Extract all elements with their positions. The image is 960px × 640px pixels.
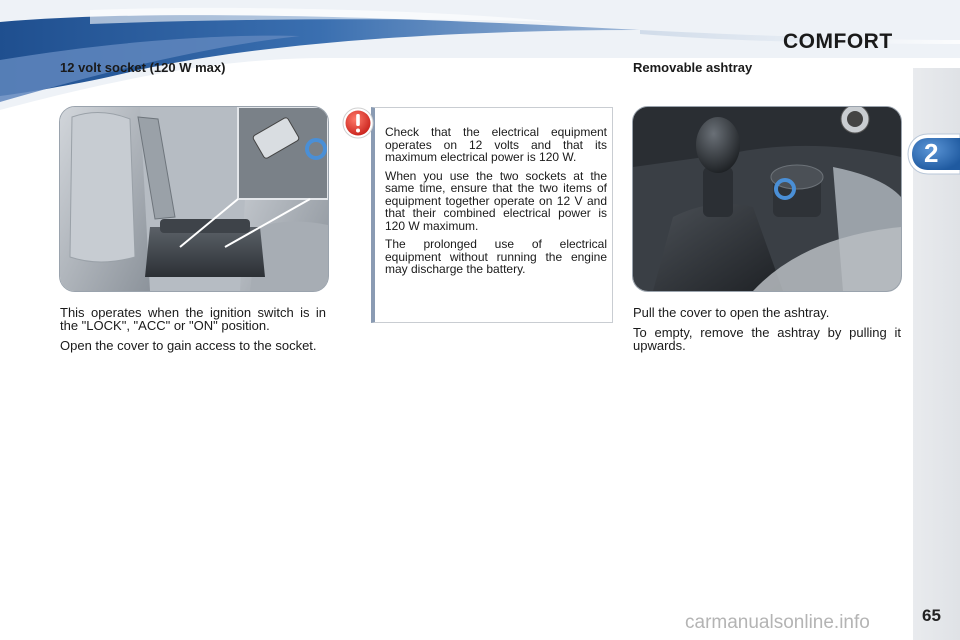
watermark: carmanualsonline.info [685, 612, 870, 633]
ashtray-section-title: Removable ashtray [633, 60, 753, 75]
socket-paragraph-1: This operates when the ignition switch is in the "LOCK", "ACC" or "ON" position. [60, 305, 326, 333]
exclamation-warning-icon [342, 107, 374, 139]
warning-text [385, 126, 607, 282]
warning-paragraph-3: The prolonged use of electrical equipment without running the engine may discharge the battery. [385, 237, 607, 276]
socket-section-title: 12 volt socket (120 W max) [60, 60, 226, 75]
ashtray-description [633, 306, 901, 359]
gear-lever-ashtray-photo-icon [633, 107, 901, 291]
warning-paragraph-1: Check that the electrical equipment operates on 12 volts and that its maximum electrical power is 120 W. [385, 125, 607, 164]
header-swoosh [0, 0, 960, 110]
section-title: COMFORT [783, 30, 893, 53]
warning-paragraph-2: When you use the two sockets at the same time, ensure that the two items of equipment together operate on 12 V and that their combined electrical power is 120 W maximum. [385, 168, 607, 233]
ashtray-photo [632, 106, 902, 292]
ashtray-paragraph-2: To empty, remove the ashtray by pulling it upwards. [633, 325, 901, 353]
page-number: 65 [922, 606, 941, 625]
socket-description [60, 306, 326, 359]
chapter-number: 2 [924, 138, 939, 168]
armrest-socket-photo [59, 106, 329, 292]
warning-box [371, 107, 613, 323]
ashtray-paragraph-1: Pull the cover to open the ashtray. [633, 305, 830, 320]
armrest-12v-socket-photo-icon [60, 107, 328, 291]
socket-paragraph-2: Open the cover to gain access to the socket. [60, 338, 317, 353]
